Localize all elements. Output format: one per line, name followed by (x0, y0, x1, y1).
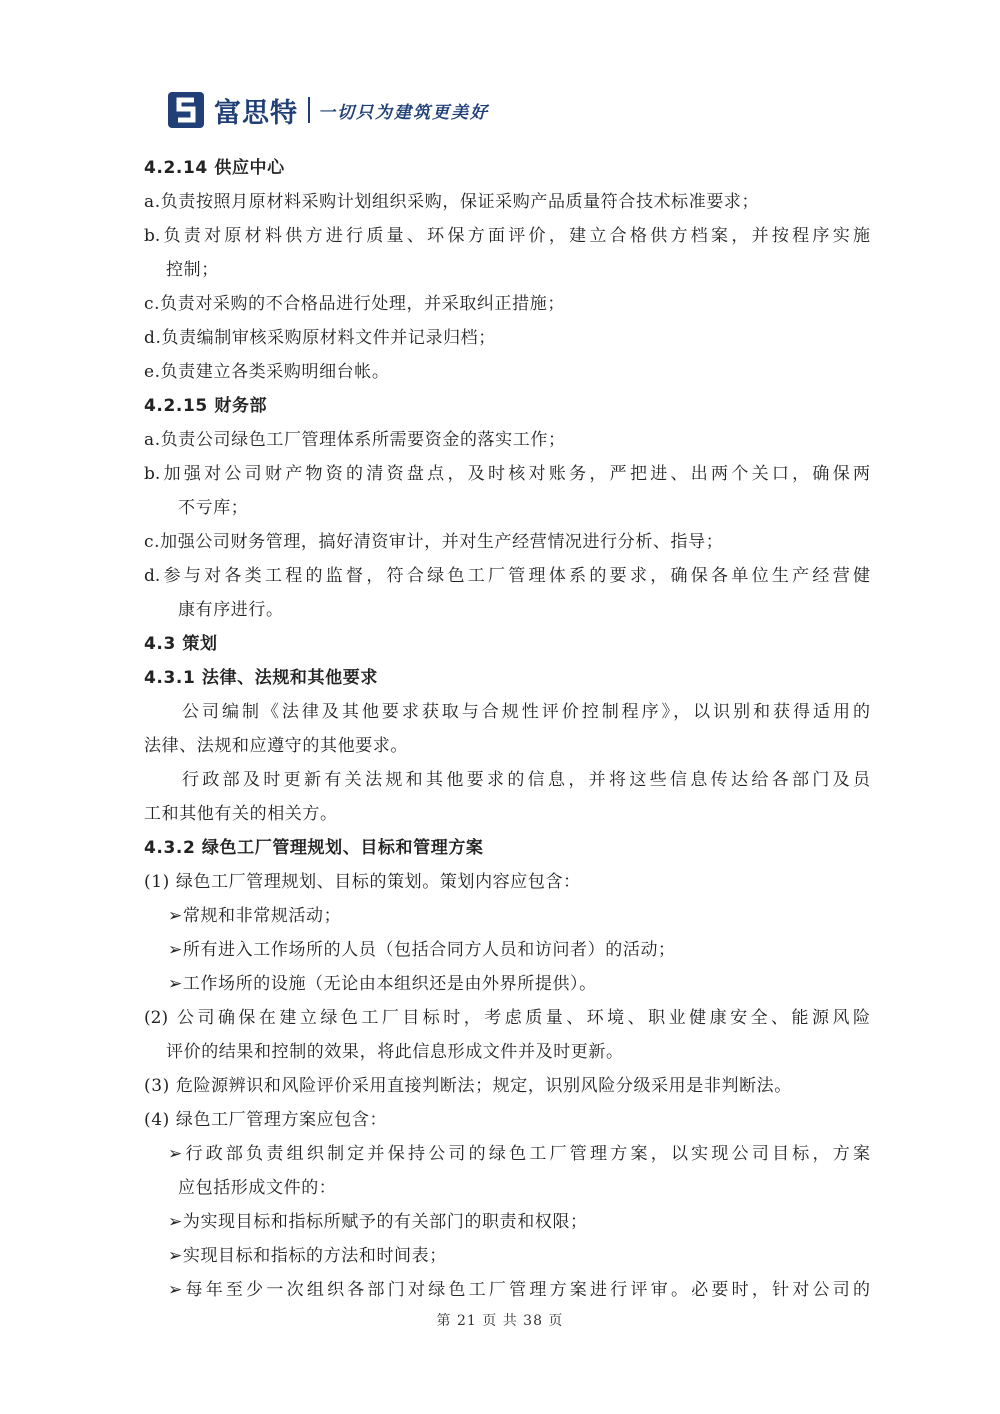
paragraph-line: a.负责公司绿色工厂管理体系所需要资金的落实工作； (144, 430, 566, 450)
section-heading-4-2-14: 4.2.14 供应中心 (144, 158, 285, 178)
bullet-item: ➢每年至少一次组织各部门对绿色工厂管理方案进行评审。必要时，针对公司的 (168, 1280, 870, 1300)
paragraph-line: 行政部及时更新有关法规和其他要求的信息，并将这些信息传达给各部门及员 (182, 770, 870, 790)
bullet-item: ➢为实现目标和指标所赋予的有关部门的职责和权限； (168, 1212, 588, 1232)
paragraph-line: 工和其他有关的相关方。 (144, 804, 338, 824)
paragraph-line: c.加强公司财务管理，搞好清资审计，并对生产经营情况进行分析、指导； (144, 532, 724, 552)
brand-slogan: 一切只为建筑更美好 (318, 102, 489, 123)
paragraph-line: 不亏库； (178, 498, 249, 518)
paragraph-line: 康有序进行。 (178, 600, 284, 620)
bullet-item: ➢实现目标和指标的方法和时间表； (168, 1246, 447, 1266)
brand-name: 富思特 (214, 97, 298, 129)
paragraph-line: 公司编制《法律及其他要求获取与合规性评价控制程序》，以识别和获得适用的 (182, 702, 870, 722)
paragraph-line: (3) 危险源辨识和风险评价采用直接判断法；规定，识别风险分级采用是非判断法。 (144, 1076, 792, 1096)
paragraph-line: (1) 绿色工厂管理规划、目标的策划。策划内容应包含： (144, 872, 581, 892)
paragraph-line: 法律、法规和应遵守的其他要求。 (144, 736, 408, 756)
paragraph-line: 控制； (166, 260, 219, 280)
section-heading-4-3-1: 4.3.1 法律、法规和其他要求 (144, 668, 378, 688)
paragraph-line: d.参与对各类工程的监督，符合绿色工厂管理体系的要求，确保各单位生产经营健 (144, 566, 870, 586)
header-divider (308, 97, 310, 123)
paragraph-line: (4) 绿色工厂管理方案应包含： (144, 1110, 388, 1130)
paragraph-line: e.负责建立各类采购明细台帐。 (144, 362, 390, 382)
section-heading-4-3: 4.3 策划 (144, 634, 218, 654)
bullet-item: ➢所有进入工作场所的人员（包括合同方人员和访问者）的活动； (168, 940, 676, 960)
paragraph-line: (2) 公司确保在建立绿色工厂目标时，考虑质量、环境、职业健康安全、能源风险 (144, 1008, 870, 1028)
paragraph-line: 应包括形成文件的： (178, 1178, 337, 1198)
section-heading-4-3-2: 4.3.2 绿色工厂管理规划、目标和管理方案 (144, 838, 484, 858)
paragraph-line: b.加强对公司财产物资的清资盘点，及时核对账务，严把进、出两个关口，确保两 (144, 464, 870, 484)
paragraph-line: a.负责按照月原材料采购计划组织采购，保证采购产品质量符合技术标准要求； (144, 192, 760, 212)
bullet-item: ➢常规和非常规活动； (168, 906, 342, 926)
paragraph-line: d.负责编制审核采购原材料文件并记录归档； (144, 328, 496, 348)
section-heading-4-2-15: 4.2.15 财务部 (144, 396, 268, 416)
paragraph-line: b.负责对原材料供方进行质量、环保方面评价，建立合格供方档案，并按程序实施 (144, 226, 870, 246)
bullet-item: ➢工作场所的设施（无论由本组织还是由外界所提供）。 (168, 974, 597, 994)
page-header (166, 90, 489, 130)
paragraph-line: c.负责对采购的不合格品进行处理，并采取纠正措施； (144, 294, 565, 314)
page-number: 第 21 页 共 38 页 (436, 1313, 564, 1329)
fust-logo-icon (166, 90, 206, 130)
paragraph-line: 评价的结果和控制的效果，将此信息形成文件并及时更新。 (166, 1042, 624, 1062)
bullet-item: ➢行政部负责组织制定并保持公司的绿色工厂管理方案，以实现公司目标，方案 (168, 1144, 870, 1164)
document-body (144, 151, 870, 1307)
